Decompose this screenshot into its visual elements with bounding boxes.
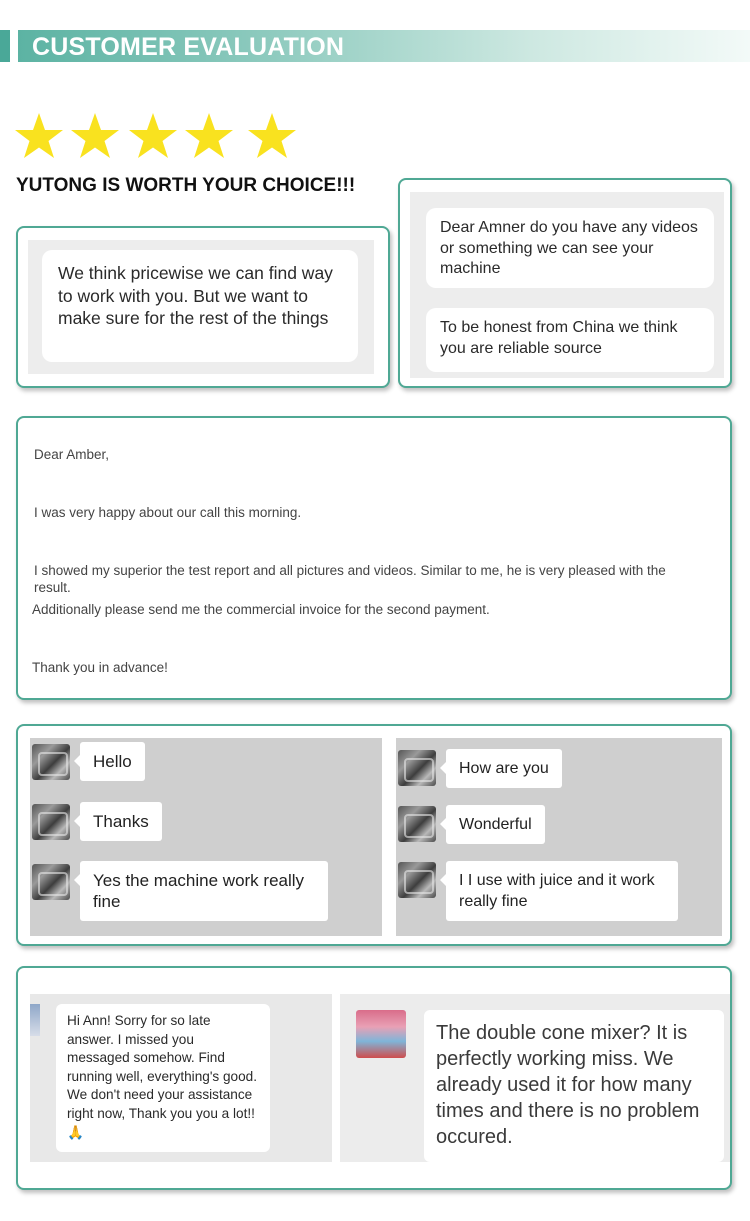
review-panel-left	[30, 994, 332, 1162]
review-text: Hi Ann! Sorry for so late answer. I missed you messaged somehow. Find running well, everything's good. We don't need your assistance right now, Thank you you a lot!! 🙏	[67, 1013, 258, 1140]
email-line: I was very happy about our call this morning.	[34, 505, 302, 520]
message-bubble	[426, 208, 714, 288]
avatar	[32, 864, 70, 900]
star-icon	[128, 112, 178, 160]
review-text: The double cone mixer? It is perfectly working miss. We already used it for how many times and there is no problem occured.	[436, 1022, 700, 1148]
avatar	[32, 744, 70, 780]
avatar	[356, 1010, 406, 1058]
avatar	[398, 750, 436, 786]
review-card-1	[16, 226, 390, 388]
header-accent-tab	[0, 30, 10, 62]
chat-card	[16, 724, 732, 946]
email-line: result.	[34, 580, 71, 595]
email-greeting: Dear Amber,	[34, 447, 110, 462]
review-bubble	[56, 1004, 270, 1152]
star-icon	[14, 112, 64, 160]
review-panel-right	[340, 994, 730, 1162]
chat-message	[80, 861, 328, 921]
star-icon	[184, 112, 234, 160]
chat-message	[446, 861, 678, 921]
chat-message-text: How are you	[459, 760, 549, 777]
message-bubble	[426, 308, 714, 372]
email-line: Additionally please send me the commercial invoice for the second payment.	[32, 602, 490, 617]
chat-message-text: I I use with juice and it work really fine	[459, 872, 655, 910]
review-bubble	[42, 250, 358, 362]
chat-panel-left	[30, 738, 382, 936]
chat-message	[80, 742, 145, 781]
tagline: YUTONG IS WORTH YOUR CHOICE!!!	[16, 175, 356, 196]
message-text: Dear Amner do you have any videos or something we can see your machine	[440, 219, 698, 277]
chat-message-text: Hello	[93, 752, 132, 771]
review-bubble	[424, 1010, 724, 1162]
chat-message-text: Yes the machine work really fine	[93, 871, 305, 911]
review-text: We think pricewise we can find way to work with you. But we want to make sure for the rest of the things	[58, 263, 333, 328]
avatar	[398, 806, 436, 842]
section-title: CUSTOMER EVALUATION	[32, 33, 345, 61]
chat-message	[446, 805, 545, 844]
email-closing: Thank you in advance!	[32, 660, 168, 675]
chat-message-text: Wonderful	[459, 816, 532, 833]
review-panel	[410, 192, 724, 378]
avatar	[32, 804, 70, 840]
avatar	[30, 1004, 40, 1036]
star-icon	[247, 112, 297, 160]
avatar	[398, 862, 436, 898]
message-text: To be honest from China we think you are reliable source	[440, 319, 678, 357]
email-card	[16, 416, 732, 700]
chat-message	[446, 749, 562, 788]
review-card-3	[16, 966, 732, 1190]
chat-message-text: Thanks	[93, 812, 149, 831]
section-header	[0, 30, 750, 62]
chat-panel-right	[396, 738, 722, 936]
star-icon	[70, 112, 120, 160]
chat-message	[80, 802, 162, 841]
review-panel	[28, 240, 374, 374]
review-card-2	[398, 178, 732, 388]
email-line: I showed my superior the test report and all pictures and videos. Similar to me, he is very pleased with the	[34, 563, 666, 578]
